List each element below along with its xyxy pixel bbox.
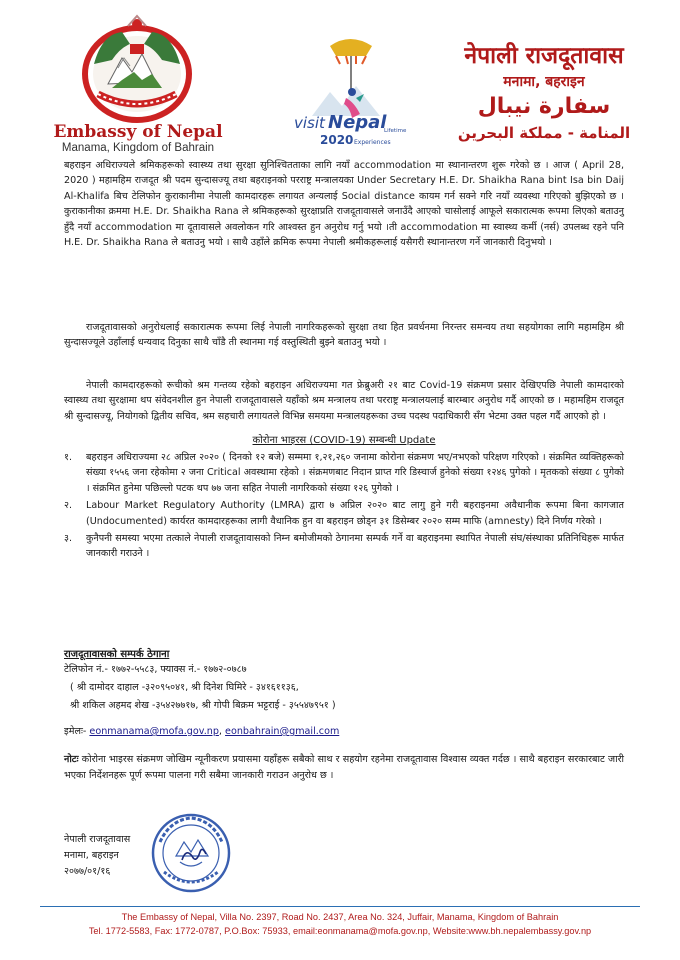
signature-date: २०७७/०१/१६: [64, 866, 111, 877]
signature-block: [64, 832, 130, 880]
covid-update-title: कोरोना भाइरस (COVID-19) सम्बन्धी Update: [252, 435, 436, 446]
note-paragraph: [64, 752, 624, 784]
embassy-seal-icon: [150, 812, 232, 894]
contact-persons-1: ( श्री दामोदर दाहाल -३२०९५०४१, श्री दिनेश घिमिरे - ३४१६११३६,: [70, 682, 299, 693]
contact-phone: टेलिफोन नं.- १७७२-५५८३, फ्याक्स नं.- १७७२-०७८७: [64, 664, 247, 675]
footer-contact: Tel. 1772-5583, Fax: 1772-0787, P.O.Box: 75933, email:eonmanama@mofa.gov.np, Website:www.bh.nepalembassy.gov.np: [88, 926, 592, 936]
experiences-word: Experiences: [354, 139, 391, 146]
paragraph-thanks: राजदूतावासको अनुरोधलाई सकारात्मक रूपमा लिई नेपाली नागरिकहरूको सुरक्षा तथा हित प्रवर्धनमा निरन्तर समन्वय तथा सहयोगका लागि महामहिम श्री सुन्दासज्यूले उहाँलाई धन्यवाद दिनुका साथै चाँडै ती स्थानमा गई वस्तुस्थिती बुझ्ने बताउनु भयो ।: [64, 322, 624, 349]
signature-org: नेपाली राजदूतावास: [64, 834, 131, 845]
contact-email-row: [64, 724, 339, 737]
covid-update-list: [64, 450, 624, 564]
list-item-number: २.: [64, 500, 73, 512]
list-item: [64, 531, 624, 562]
embassy-name-nepali: नेपाली राजदूतावास: [464, 43, 624, 69]
visit-nepal-logo-icon: [290, 36, 410, 154]
contact-persons-2: श्री शकिल अहमद शेख -३५४२७७१७, श्री गोपी बिक्रम भट्टराई - ३५५४७९५१ ): [70, 700, 336, 711]
note-text: कोरोना भाइरस संक्रमण जोखिम न्यूनीकरण प्रयासमा यहाँहरू सबैको साथ र सहयोग रहनेमा राजदूतावास विश्वास व्यक्त गर्दछ । साथै बहराइन सरकारबाट जारी भएका निर्देशनहरू पूर्ण रूपमा पालना गरी सबैमा जानकारी गराउन अनुरोध छ ।: [64, 754, 624, 781]
signature-place: मनामा, बहराइन: [64, 850, 119, 861]
list-item-number: ३.: [64, 533, 73, 545]
list-item-text: बहराइन अधिराज्यमा २८ अप्रिल २०२० ( दिनको १२ बजे) सम्ममा १,२१,२६० जनामा कोरोना संक्रमण भए/नभएको परिक्षण गरिएको । संक्रमित व्यक्तिहरूको संख्या १५५६ जना रहेकोमा २ जना Critical अवस्थामा रहेको । संक्रमणबाट निदान प्राप्त गरि डिस्चार्ज हुनेको संख्या १२४६ पुगेको । मृतकको संख्या ८ पुगेको । संक्रमित हुनेमा पछिल्लो पटक थप ७७ जना सहित नेपाली नागरिकको संख्या १२६ पुगेको ।: [86, 452, 624, 494]
list-item-number: १.: [64, 452, 73, 463]
contact-title: राजदूतावासको सम्पर्क ठेगाना: [64, 649, 170, 660]
footer-divider: [40, 906, 640, 907]
lifetime-word: Lifetime: [384, 128, 407, 134]
email-link-mofa[interactable]: eonmanama@mofa.gov.np: [89, 726, 219, 737]
footer-address: The Embassy of Nepal, Villa No. 2397, Road No. 2437, Area No. 324, Juffair, Manama, Kingdom of Bahrain: [121, 912, 559, 922]
email-label: इमेलः-: [64, 726, 87, 737]
nepal-emblem-icon: [72, 14, 202, 126]
email-separator: ,: [218, 726, 222, 737]
list-item-text: कुनैपनी समस्या भएमा तत्काले नेपाली राजदूतावासको निम्न बमोजीमको ठेगानमा सम्पर्क गर्ने वा बहराइनमा स्थापित नेपाली संघ/संस्थाका प्रतिनिधिहरू मार्फत जानकारी गराउने ।: [86, 533, 624, 560]
note-label: नोटः: [64, 754, 79, 765]
embassy-location-arabic: المنامة - مملكة البحرين: [457, 124, 631, 142]
paragraph-background: नेपाली कामदारहरूको रूचीको श्रम गन्तव्य रहेको बहराइन अधिराज्यमा गत फ्रेब्रुअरी २१ बाट Covid-19 संक्रमण प्रसार देखिएपछि नेपाली कामदारको स्वास्थ्य तथा सुरक्षामा थप संवेदनशील हुन नेपाली राजदूतावासले यहाँको श्रम मन्त्रालय तथा परराष्ट्र मन्त्रालयलाई बारम्बार अनुरोध गर्दै आएको छ । महामहिम राजदूत श्री सुन्दासज्यू, नियोगको द्वितीय सचिव, श्रम सहचारी लगायतले विभिन्न समयमा मन्त्रालयहरूका उच्च पदस्थ पदाधिकारी सँग भेटमा उक्त पहल गर्दै आएको हो ।: [64, 380, 624, 422]
year-word: 2020: [320, 133, 354, 147]
nepal-word: Nepal: [328, 112, 387, 133]
list-item: [64, 450, 624, 496]
embassy-location: Manama, Kingdom of Bahrain: [61, 142, 215, 154]
embassy-name: Embassy of Nepal: [53, 122, 223, 142]
embassy-name-arabic: سفارة نيبال: [477, 94, 611, 119]
email-link-gmail[interactable]: eonbahrain@gmail.com: [225, 726, 340, 737]
paragraph-accommodation: बहराइन अधिराज्यले श्रमिकहरूको स्वास्थ्य तथा सुरक्षा सुनिश्चितताका लागि नयाँ accommodation मा स्थानान्तरण शुरू गरेको छ । आज ( April 28, 2020 ) महामहिम राजदूत श्री पदम सुन्दासज्यू तथा बहराइनको परराष्ट्र मन्त्रालयका Under Secretary H.E. Dr. Shaikha Rana bint Isa bin Daij Al-Khalifa बिच टेलिफोन कुराकानीमा नेपाली कामदारहरू लगायत अन्यलाई Social distance कायम गर्न सक्ने गरि नयाँ व्यवस्था गरिएको बुझिएको छ ।कुराकानीका क्रममा H.E. Dr. Shaikha Rana ले श्रमिकहरूको सुरक्षाप्रति राजदूतावासले जनाउँदै आएको चासोलाई आफूले सकारात्मक रूपमा लिएको बताउनु हुँदै नयाँ accommodation मा दूतावासले अवलोकन गरि आश्वस्त हुन अनुरोध गर्नु भयो ।ती accommodation मा स्वास्थ्य कर्मी (नर्स) उपलब्ध रहने पनि H.E. Dr. Shaikha Rana ले बताउनु भयो । साथै उहाँले क्रमिक रूपमा नेपाली श्रमीकहरूलाई यसैगरी स्थानान्तरण गर्ने जानकारी दिनुभयो ।: [64, 160, 624, 249]
list-item: [64, 498, 624, 529]
visit-word: visit: [294, 114, 325, 132]
embassy-location-nepali: मनामा, बहराइन: [503, 74, 585, 90]
list-item-text: Labour Market Regulatory Authority (LMRA) द्वारा ७ अप्रिल २०२० बाट लागु हुने गरी बहराइनमा अवैधानीक रूपमा बिना कागजात (Undocumented) कार्यरत कामदारहरूका लागी वैधानिक हुन वा बहराइन छोड्न ३१ डिसेम्बर २०२० सम्म माफि (amnesty) दिने निर्णय गरेको ।: [86, 500, 624, 527]
